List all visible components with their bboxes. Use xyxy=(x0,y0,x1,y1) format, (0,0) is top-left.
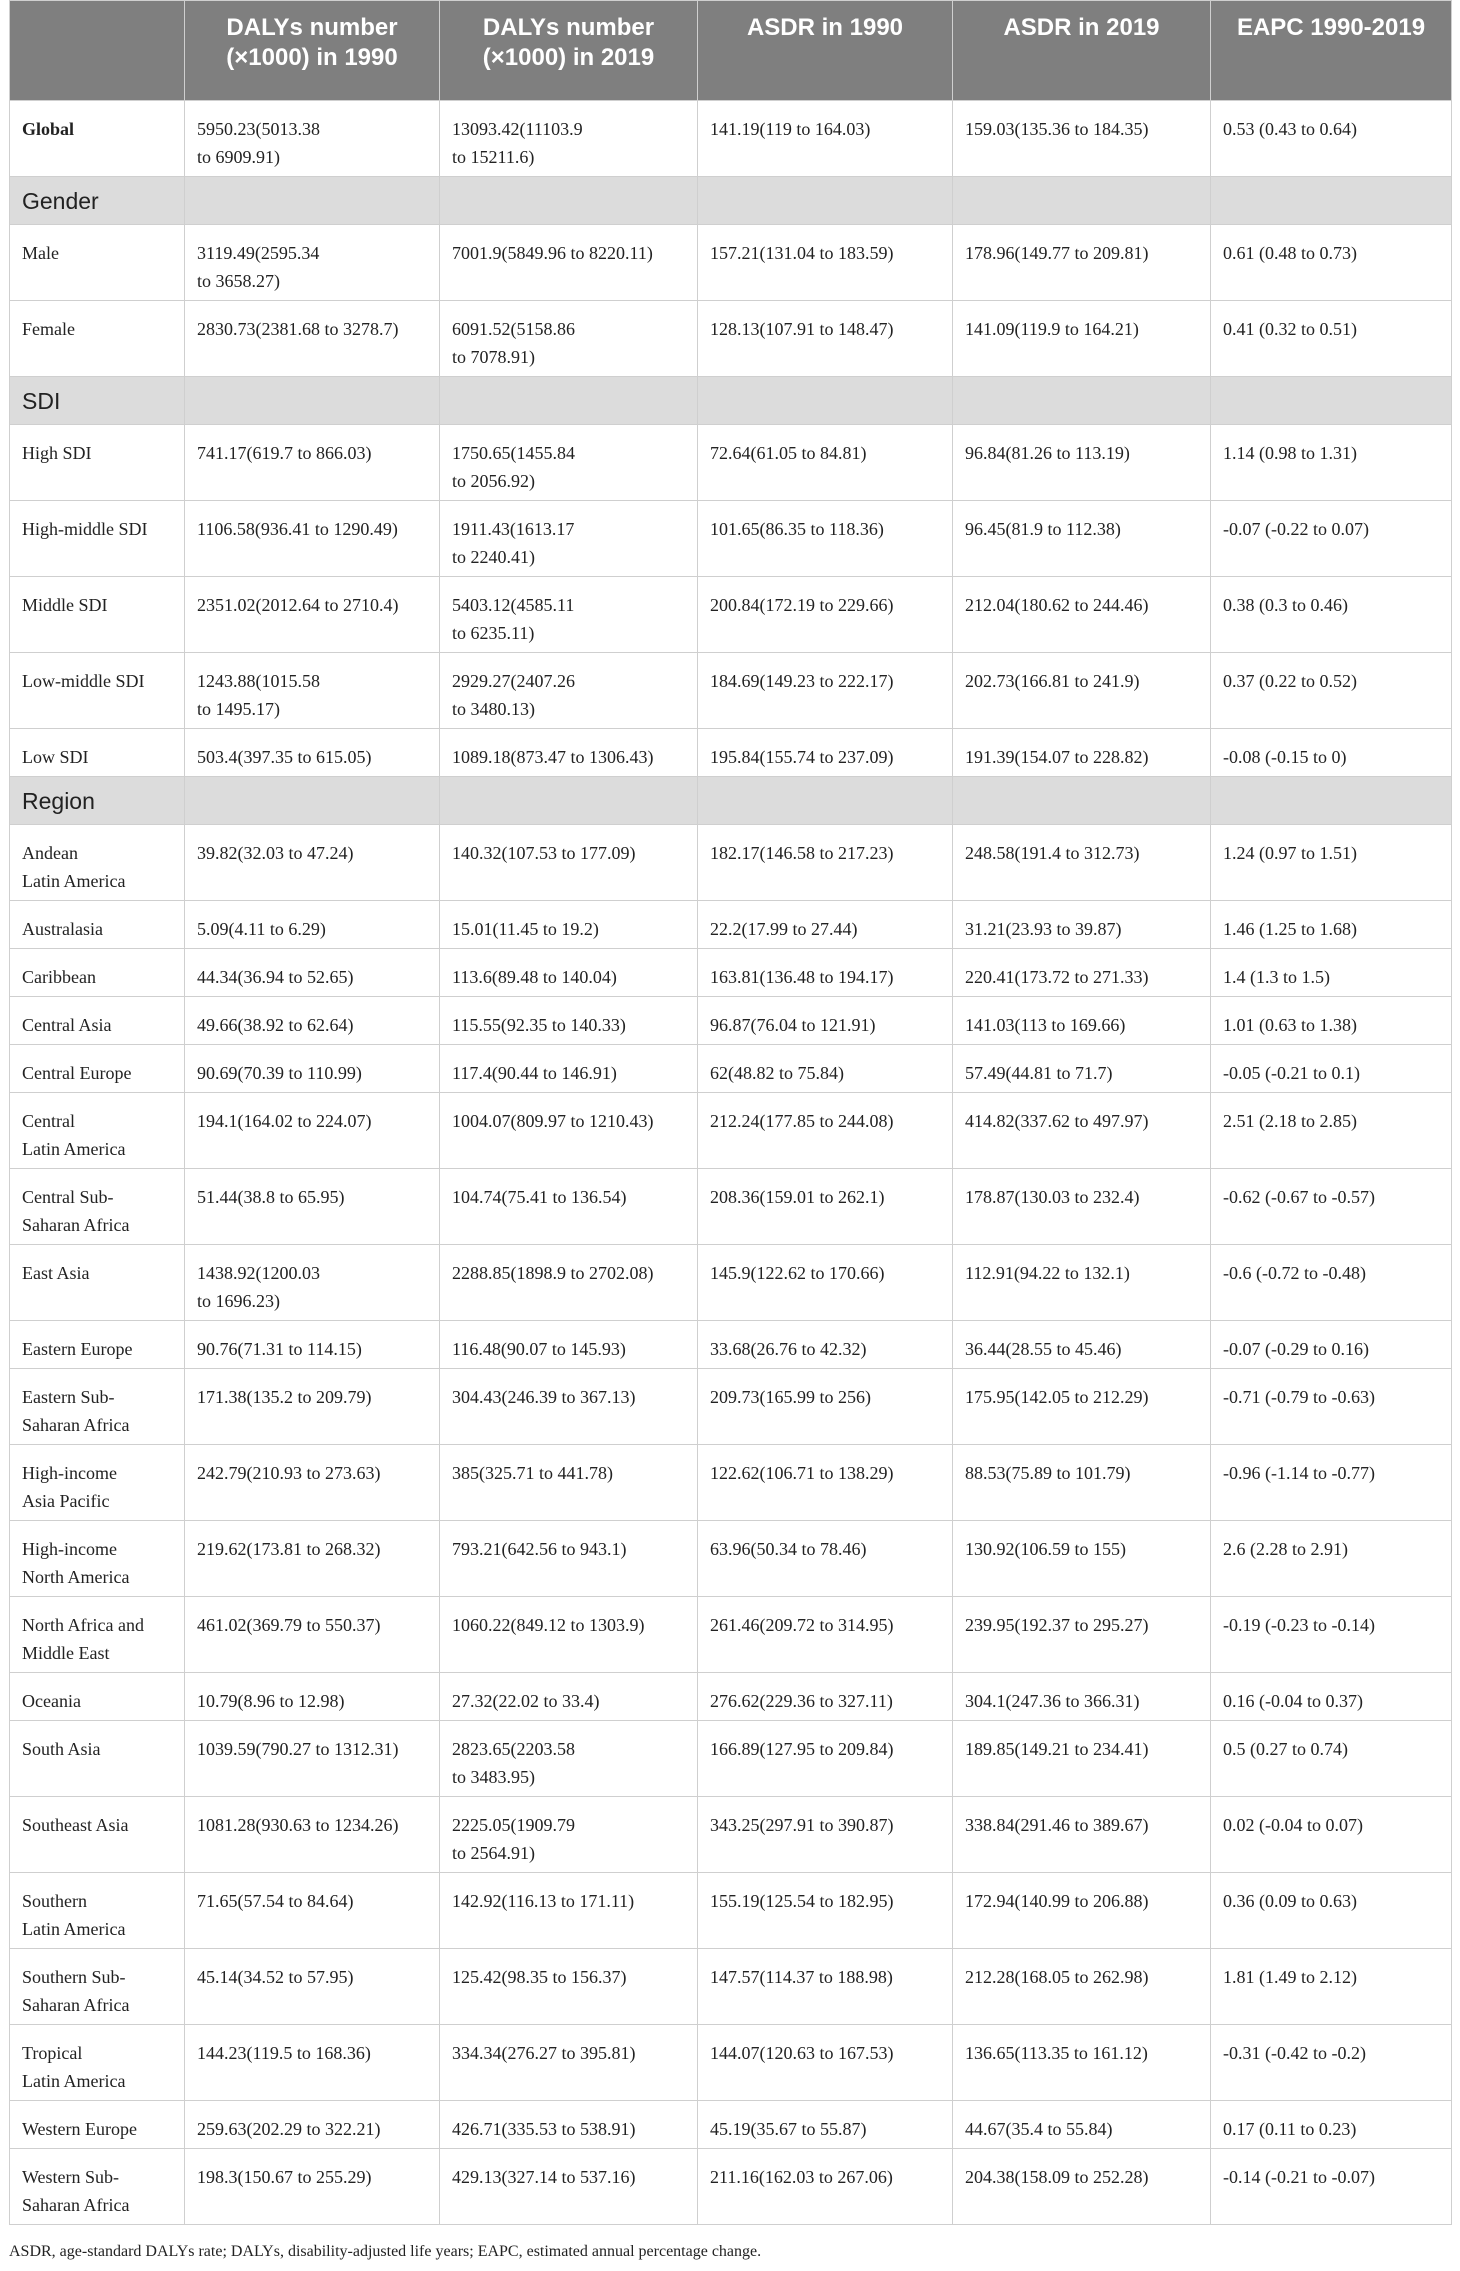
data-cell: 304.43(246.39 to 367.13) xyxy=(440,1369,698,1445)
data-cell: 242.79(210.93 to 273.63) xyxy=(185,1445,440,1521)
table-row xyxy=(10,997,1452,1045)
section-empty-cell xyxy=(185,377,440,425)
data-cell: 2929.27(2407.26 to 3480.13) xyxy=(440,653,698,729)
data-cell: 57.49(44.81 to 71.7) xyxy=(953,1045,1211,1093)
table-row xyxy=(10,225,1452,301)
data-cell: 2.6 (2.28 to 2.91) xyxy=(1211,1521,1452,1597)
header-cell: DALYs number (×1000) in 1990 xyxy=(185,1,440,101)
data-cell: 140.32(107.53 to 177.09) xyxy=(440,825,698,901)
section-label: Gender xyxy=(10,177,185,225)
data-cell: 1243.88(1015.58 to 1495.17) xyxy=(185,653,440,729)
data-cell: 0.38 (0.3 to 0.46) xyxy=(1211,577,1452,653)
table-row xyxy=(10,1597,1452,1673)
header-cell: EAPC 1990-2019 xyxy=(1211,1,1452,101)
data-cell: 1039.59(790.27 to 1312.31) xyxy=(185,1721,440,1797)
row-label: North Africa and Middle East xyxy=(10,1597,185,1673)
data-cell: 157.21(131.04 to 183.59) xyxy=(698,225,953,301)
data-cell: 90.69(70.39 to 110.99) xyxy=(185,1045,440,1093)
data-cell: 212.04(180.62 to 244.46) xyxy=(953,577,1211,653)
data-cell: 461.02(369.79 to 550.37) xyxy=(185,1597,440,1673)
table-row xyxy=(10,901,1452,949)
data-cell: 334.34(276.27 to 395.81) xyxy=(440,2025,698,2101)
data-cell: 5.09(4.11 to 6.29) xyxy=(185,901,440,949)
section-empty-cell xyxy=(185,777,440,825)
table-row xyxy=(10,1245,1452,1321)
table-row xyxy=(10,101,1452,177)
data-cell: 172.94(140.99 to 206.88) xyxy=(953,1873,1211,1949)
data-cell: 51.44(38.8 to 65.95) xyxy=(185,1169,440,1245)
data-cell: 2225.05(1909.79 to 2564.91) xyxy=(440,1797,698,1873)
section-empty-cell xyxy=(1211,377,1452,425)
section-empty-cell xyxy=(440,177,698,225)
row-label: Southeast Asia xyxy=(10,1797,185,1873)
data-cell: 1750.65(1455.84 to 2056.92) xyxy=(440,425,698,501)
data-cell: 141.19(119 to 164.03) xyxy=(698,101,953,177)
data-cell: 178.96(149.77 to 209.81) xyxy=(953,225,1211,301)
data-cell: 1.01 (0.63 to 1.38) xyxy=(1211,997,1452,1045)
section-empty-cell xyxy=(440,377,698,425)
data-cell: 136.65(113.35 to 161.12) xyxy=(953,2025,1211,2101)
row-label: High SDI xyxy=(10,425,185,501)
table-row xyxy=(10,1169,1452,1245)
data-cell: 141.03(113 to 169.66) xyxy=(953,997,1211,1045)
data-cell: 175.95(142.05 to 212.29) xyxy=(953,1369,1211,1445)
data-cell: 130.92(106.59 to 155) xyxy=(953,1521,1211,1597)
section-empty-cell xyxy=(953,377,1211,425)
data-cell: 125.42(98.35 to 156.37) xyxy=(440,1949,698,2025)
data-cell: 147.57(114.37 to 188.98) xyxy=(698,1949,953,2025)
table-body xyxy=(10,101,1452,2225)
data-cell: 3119.49(2595.34 to 3658.27) xyxy=(185,225,440,301)
data-cell: 44.34(36.94 to 52.65) xyxy=(185,949,440,997)
data-cell: 208.36(159.01 to 262.1) xyxy=(698,1169,953,1245)
data-cell: 6091.52(5158.86 to 7078.91) xyxy=(440,301,698,377)
row-label: Andean Latin America xyxy=(10,825,185,901)
data-cell: 45.14(34.52 to 57.95) xyxy=(185,1949,440,2025)
data-cell: 5403.12(4585.11 to 6235.11) xyxy=(440,577,698,653)
data-cell: -0.96 (-1.14 to -0.77) xyxy=(1211,1445,1452,1521)
data-cell: 36.44(28.55 to 45.46) xyxy=(953,1321,1211,1369)
data-cell: 1438.92(1200.03 to 1696.23) xyxy=(185,1245,440,1321)
table-row xyxy=(10,949,1452,997)
data-cell: 10.79(8.96 to 12.98) xyxy=(185,1673,440,1721)
data-cell: 202.73(166.81 to 241.9) xyxy=(953,653,1211,729)
header-cell: ASDR in 2019 xyxy=(953,1,1211,101)
data-cell: 128.13(107.91 to 148.47) xyxy=(698,301,953,377)
data-cell: 1060.22(849.12 to 1303.9) xyxy=(440,1597,698,1673)
table-row xyxy=(10,1873,1452,1949)
data-cell: 220.41(173.72 to 271.33) xyxy=(953,949,1211,997)
data-cell: 13093.42(11103.9 to 15211.6) xyxy=(440,101,698,177)
table-row xyxy=(10,1673,1452,1721)
table-row xyxy=(10,577,1452,653)
data-cell: 1911.43(1613.17 to 2240.41) xyxy=(440,501,698,577)
data-cell: -0.71 (-0.79 to -0.63) xyxy=(1211,1369,1452,1445)
row-label: High-middle SDI xyxy=(10,501,185,577)
row-label: East Asia xyxy=(10,1245,185,1321)
data-cell: 27.32(22.02 to 33.4) xyxy=(440,1673,698,1721)
section-row xyxy=(10,777,1452,825)
data-cell: -0.19 (-0.23 to -0.14) xyxy=(1211,1597,1452,1673)
table-row xyxy=(10,653,1452,729)
data-cell: 248.58(191.4 to 312.73) xyxy=(953,825,1211,901)
data-cell: 0.17 (0.11 to 0.23) xyxy=(1211,2101,1452,2149)
data-cell: 212.24(177.85 to 244.08) xyxy=(698,1093,953,1169)
data-cell: -0.05 (-0.21 to 0.1) xyxy=(1211,1045,1452,1093)
data-cell: 261.46(209.72 to 314.95) xyxy=(698,1597,953,1673)
section-label: Region xyxy=(10,777,185,825)
table-row xyxy=(10,729,1452,777)
data-cell: 31.21(23.93 to 39.87) xyxy=(953,901,1211,949)
dalys-table xyxy=(9,0,1452,2225)
data-cell: 0.16 (-0.04 to 0.37) xyxy=(1211,1673,1452,1721)
row-label: Middle SDI xyxy=(10,577,185,653)
data-cell: 142.92(116.13 to 171.11) xyxy=(440,1873,698,1949)
data-cell: 191.39(154.07 to 228.82) xyxy=(953,729,1211,777)
data-cell: 117.4(90.44 to 146.91) xyxy=(440,1045,698,1093)
row-label: Western Europe xyxy=(10,2101,185,2149)
data-cell: 141.09(119.9 to 164.21) xyxy=(953,301,1211,377)
data-cell: 1081.28(930.63 to 1234.26) xyxy=(185,1797,440,1873)
data-cell: 0.5 (0.27 to 0.74) xyxy=(1211,1721,1452,1797)
data-cell: 1004.07(809.97 to 1210.43) xyxy=(440,1093,698,1169)
data-cell: 184.69(149.23 to 222.17) xyxy=(698,653,953,729)
section-empty-cell xyxy=(1211,777,1452,825)
row-label: Western Sub- Saharan Africa xyxy=(10,2149,185,2225)
table-row xyxy=(10,2101,1452,2149)
data-cell: 741.17(619.7 to 866.03) xyxy=(185,425,440,501)
data-cell: 1.4 (1.3 to 1.5) xyxy=(1211,949,1452,997)
data-cell: 503.4(397.35 to 615.05) xyxy=(185,729,440,777)
table-row xyxy=(10,1949,1452,2025)
row-label: Southern Latin America xyxy=(10,1873,185,1949)
table-row xyxy=(10,501,1452,577)
table-row xyxy=(10,425,1452,501)
row-label: Low-middle SDI xyxy=(10,653,185,729)
table-row xyxy=(10,1369,1452,1445)
header-cell: DALYs number (×1000) in 2019 xyxy=(440,1,698,101)
data-cell: -0.08 (-0.15 to 0) xyxy=(1211,729,1452,777)
data-cell: 343.25(297.91 to 390.87) xyxy=(698,1797,953,1873)
data-cell: 96.87(76.04 to 121.91) xyxy=(698,997,953,1045)
row-label: Central Sub- Saharan Africa xyxy=(10,1169,185,1245)
table-row xyxy=(10,1321,1452,1369)
data-cell: 276.62(229.36 to 327.11) xyxy=(698,1673,953,1721)
section-empty-cell xyxy=(1211,177,1452,225)
header-cell: ASDR in 1990 xyxy=(698,1,953,101)
data-cell: 200.84(172.19 to 229.66) xyxy=(698,577,953,653)
row-label: Caribbean xyxy=(10,949,185,997)
data-cell: 72.64(61.05 to 84.81) xyxy=(698,425,953,501)
table-row xyxy=(10,1721,1452,1797)
data-cell: 426.71(335.53 to 538.91) xyxy=(440,2101,698,2149)
data-cell: 338.84(291.46 to 389.67) xyxy=(953,1797,1211,1873)
table-row xyxy=(10,1797,1452,1873)
row-label: Global xyxy=(10,101,185,177)
data-cell: -0.07 (-0.22 to 0.07) xyxy=(1211,501,1452,577)
data-cell: 259.63(202.29 to 322.21) xyxy=(185,2101,440,2149)
data-cell: 194.1(164.02 to 224.07) xyxy=(185,1093,440,1169)
data-cell: 116.48(90.07 to 145.93) xyxy=(440,1321,698,1369)
data-cell: 44.67(35.4 to 55.84) xyxy=(953,2101,1211,2149)
data-cell: 144.23(119.5 to 168.36) xyxy=(185,2025,440,2101)
data-cell: 145.9(122.62 to 170.66) xyxy=(698,1245,953,1321)
data-cell: 1.14 (0.98 to 1.31) xyxy=(1211,425,1452,501)
table-row xyxy=(10,2025,1452,2101)
section-empty-cell xyxy=(440,777,698,825)
section-empty-cell xyxy=(185,177,440,225)
table-row xyxy=(10,1093,1452,1169)
data-cell: 1.81 (1.49 to 2.12) xyxy=(1211,1949,1452,2025)
data-cell: -0.62 (-0.67 to -0.57) xyxy=(1211,1169,1452,1245)
row-label: Australasia xyxy=(10,901,185,949)
data-cell: 204.38(158.09 to 252.28) xyxy=(953,2149,1211,2225)
data-cell: 0.41 (0.32 to 0.51) xyxy=(1211,301,1452,377)
data-cell: -0.14 (-0.21 to -0.07) xyxy=(1211,2149,1452,2225)
data-cell: 0.02 (-0.04 to 0.07) xyxy=(1211,1797,1452,1873)
table-row xyxy=(10,1521,1452,1597)
data-cell: 189.85(149.21 to 234.41) xyxy=(953,1721,1211,1797)
data-cell: 101.65(86.35 to 118.36) xyxy=(698,501,953,577)
table-row xyxy=(10,1445,1452,1521)
row-label: Tropical Latin America xyxy=(10,2025,185,2101)
table-row xyxy=(10,2149,1452,2225)
data-cell: 45.19(35.67 to 55.87) xyxy=(698,2101,953,2149)
data-cell: 1.46 (1.25 to 1.68) xyxy=(1211,901,1452,949)
data-cell: 7001.9(5849.96 to 8220.11) xyxy=(440,225,698,301)
data-cell: 429.13(327.14 to 537.16) xyxy=(440,2149,698,2225)
data-cell: 112.91(94.22 to 132.1) xyxy=(953,1245,1211,1321)
section-empty-cell xyxy=(698,377,953,425)
data-cell: 0.36 (0.09 to 0.63) xyxy=(1211,1873,1452,1949)
data-cell: 88.53(75.89 to 101.79) xyxy=(953,1445,1211,1521)
data-cell: 5950.23(5013.38 to 6909.91) xyxy=(185,101,440,177)
row-label: Central Europe xyxy=(10,1045,185,1093)
section-row xyxy=(10,377,1452,425)
data-cell: 39.82(32.03 to 47.24) xyxy=(185,825,440,901)
table-header xyxy=(10,1,1452,101)
table-footnote: ASDR, age-standard DALYs rate; DALYs, disability-adjusted life years; EAPC, estimated annual percentage change. xyxy=(9,2243,762,2260)
data-cell: 219.62(173.81 to 268.32) xyxy=(185,1521,440,1597)
data-cell: 71.65(57.54 to 84.64) xyxy=(185,1873,440,1949)
data-cell: 212.28(168.05 to 262.98) xyxy=(953,1949,1211,2025)
data-cell: 198.3(150.67 to 255.29) xyxy=(185,2149,440,2225)
data-cell: 1106.58(936.41 to 1290.49) xyxy=(185,501,440,577)
data-cell: 33.68(26.76 to 42.32) xyxy=(698,1321,953,1369)
row-label: Southern Sub- Saharan Africa xyxy=(10,1949,185,2025)
section-empty-cell xyxy=(698,177,953,225)
row-label: Central Latin America xyxy=(10,1093,185,1169)
row-label: Male xyxy=(10,225,185,301)
header-row xyxy=(10,1,1452,101)
data-cell: 304.1(247.36 to 366.31) xyxy=(953,1673,1211,1721)
row-label: South Asia xyxy=(10,1721,185,1797)
row-label: Eastern Europe xyxy=(10,1321,185,1369)
data-cell: 49.66(38.92 to 62.64) xyxy=(185,997,440,1045)
section-empty-cell xyxy=(953,777,1211,825)
data-cell: 22.2(17.99 to 27.44) xyxy=(698,901,953,949)
data-cell: 385(325.71 to 441.78) xyxy=(440,1445,698,1521)
row-label: Low SDI xyxy=(10,729,185,777)
data-cell: -0.6 (-0.72 to -0.48) xyxy=(1211,1245,1452,1321)
data-cell: 96.84(81.26 to 113.19) xyxy=(953,425,1211,501)
data-cell: 209.73(165.99 to 256) xyxy=(698,1369,953,1445)
data-cell: 96.45(81.9 to 112.38) xyxy=(953,501,1211,577)
row-label: Central Asia xyxy=(10,997,185,1045)
row-label: High-income North America xyxy=(10,1521,185,1597)
data-cell: 155.19(125.54 to 182.95) xyxy=(698,1873,953,1949)
row-label: Oceania xyxy=(10,1673,185,1721)
data-cell: 195.84(155.74 to 237.09) xyxy=(698,729,953,777)
data-cell: 122.62(106.71 to 138.29) xyxy=(698,1445,953,1521)
row-label: Female xyxy=(10,301,185,377)
data-cell: 211.16(162.03 to 267.06) xyxy=(698,2149,953,2225)
section-label: SDI xyxy=(10,377,185,425)
section-empty-cell xyxy=(698,777,953,825)
data-cell: 104.74(75.41 to 136.54) xyxy=(440,1169,698,1245)
data-cell: 144.07(120.63 to 167.53) xyxy=(698,2025,953,2101)
data-cell: 2288.85(1898.9 to 2702.08) xyxy=(440,1245,698,1321)
data-cell: 0.53 (0.43 to 0.64) xyxy=(1211,101,1452,177)
table-row xyxy=(10,301,1452,377)
data-cell: 15.01(11.45 to 19.2) xyxy=(440,901,698,949)
section-empty-cell xyxy=(953,177,1211,225)
data-cell: 793.21(642.56 to 943.1) xyxy=(440,1521,698,1597)
data-cell: 2830.73(2381.68 to 3278.7) xyxy=(185,301,440,377)
data-cell: 159.03(135.36 to 184.35) xyxy=(953,101,1211,177)
data-cell: 163.81(136.48 to 194.17) xyxy=(698,949,953,997)
data-cell: 239.95(192.37 to 295.27) xyxy=(953,1597,1211,1673)
data-cell: 0.37 (0.22 to 0.52) xyxy=(1211,653,1452,729)
data-cell: 182.17(146.58 to 217.23) xyxy=(698,825,953,901)
row-label: High-income Asia Pacific xyxy=(10,1445,185,1521)
data-cell: 1089.18(873.47 to 1306.43) xyxy=(440,729,698,777)
data-cell: 90.76(71.31 to 114.15) xyxy=(185,1321,440,1369)
header-cell xyxy=(10,1,185,101)
table-row xyxy=(10,825,1452,901)
data-cell: 2823.65(2203.58 to 3483.95) xyxy=(440,1721,698,1797)
data-cell: 171.38(135.2 to 209.79) xyxy=(185,1369,440,1445)
data-cell: 1.24 (0.97 to 1.51) xyxy=(1211,825,1452,901)
data-cell: 0.61 (0.48 to 0.73) xyxy=(1211,225,1452,301)
data-cell: 414.82(337.62 to 497.97) xyxy=(953,1093,1211,1169)
section-row xyxy=(10,177,1452,225)
table-row xyxy=(10,1045,1452,1093)
data-cell: -0.31 (-0.42 to -0.2) xyxy=(1211,2025,1452,2101)
data-cell: 178.87(130.03 to 232.4) xyxy=(953,1169,1211,1245)
data-cell: 2351.02(2012.64 to 2710.4) xyxy=(185,577,440,653)
data-cell: 63.96(50.34 to 78.46) xyxy=(698,1521,953,1597)
row-label: Eastern Sub- Saharan Africa xyxy=(10,1369,185,1445)
data-cell: 113.6(89.48 to 140.04) xyxy=(440,949,698,997)
data-cell: 62(48.82 to 75.84) xyxy=(698,1045,953,1093)
data-cell: 115.55(92.35 to 140.33) xyxy=(440,997,698,1045)
data-cell: 2.51 (2.18 to 2.85) xyxy=(1211,1093,1452,1169)
data-cell: -0.07 (-0.29 to 0.16) xyxy=(1211,1321,1452,1369)
data-cell: 166.89(127.95 to 209.84) xyxy=(698,1721,953,1797)
